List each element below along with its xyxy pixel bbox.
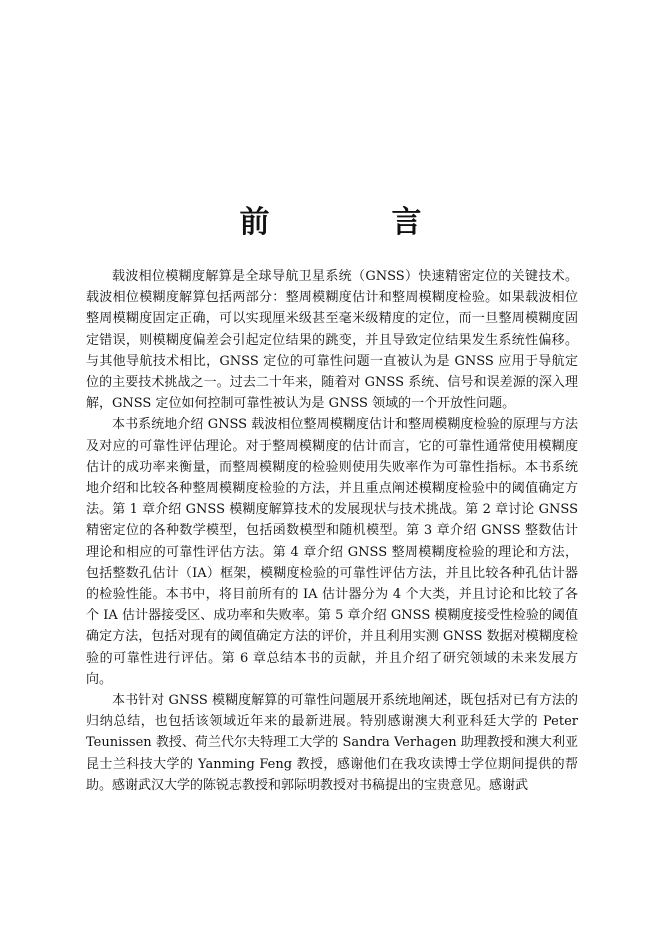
page-title: 前 言	[239, 205, 468, 240]
paragraph: 本书系统地介绍 GNSS 载波相位整周模糊度估计和整周模糊度检验的原理与方法及对应的可靠性评估理论。对于整周模糊度的估计而言，它的可靠性通常使用模糊度估计的成功率来衡量，而整周模糊度的检验则使用失败率作为可靠性指标。本书系统地介绍和比较各种整周模糊度检验的方法，并且重点阐述模糊度检验中的阈值确定方法。第 1 章介绍 GNSS 模糊度解算技术的发展现状与技术挑战。第 2 章讨论 GNSS 精密定位的各种数学模型，包括函数模型和随机模型。第 3 章介绍 GNSS 整数估计理论和相应的可靠性评估方法。第 4 章介绍 GNSS 整周模糊度检验的理论和方法，包括整数孔估计（IA）框架，模糊度检验的可靠性评估方法，并且比较各种孔估计器的检验性能。本书中，将目前所有的 IA 估计器分为 4 个大类，并且讨论和比较了各个 IA 估计器接受区、成功率和失败率。第 5 章介绍 GNSS 模糊度接受性检验的阈值确定方法，包括对现有的阈值确定方法的评价，并且利用实测 GNSS 数据对模糊度检验的可靠性进行评估。第 6 章总结本书的贡献，并且介绍了研究领域的未来发展方向。	[86, 417, 578, 687]
paragraph: 本书针对 GNSS 模糊度解算的可靠性问题展开系统地阐述，既包括对已有方法的归纳总结，也包括该领域近年来的最新进展。特别感谢澳大利亚科廷大学的 Peter Teunissen 教授、荷兰代尔夫特理工大学的 Sandra Verhagen 助理教授和澳大利亚昆士兰科技大学的 Yanming Feng 教授，感谢他们在我攻读博士学位期间提供的帮助。感谢武汉大学的陈锐志教授和郭际明教授对书稿提出的宝贵意见。感谢武	[86, 693, 578, 793]
paragraph: 载波相位模糊度解算是全球导航卫星系统（GNSS）快速精密定位的关键技术。载波相位模糊度解算包括两部分：整周模糊度估计和整周模糊度检验。如果载波相位整周模糊度固定正确，可以实现厘米级甚至毫米级精度的定位，而一旦整周模糊度固定错误，则模糊度偏差会引起定位结果的跳变，并且导致定位结果发生系统性偏移。与其他导航技术相比，GNSS 定位的可靠性问题一直被认为是 GNSS 应用于导航定位的主要技术挑战之一。过去二十年来，随着对 GNSS 系统、信号和误差源的深入理解，GNSS 定位如何控制可靠性被认为是 GNSS 领域的一个开放性问题。	[86, 269, 578, 412]
preface-body	[86, 266, 578, 796]
